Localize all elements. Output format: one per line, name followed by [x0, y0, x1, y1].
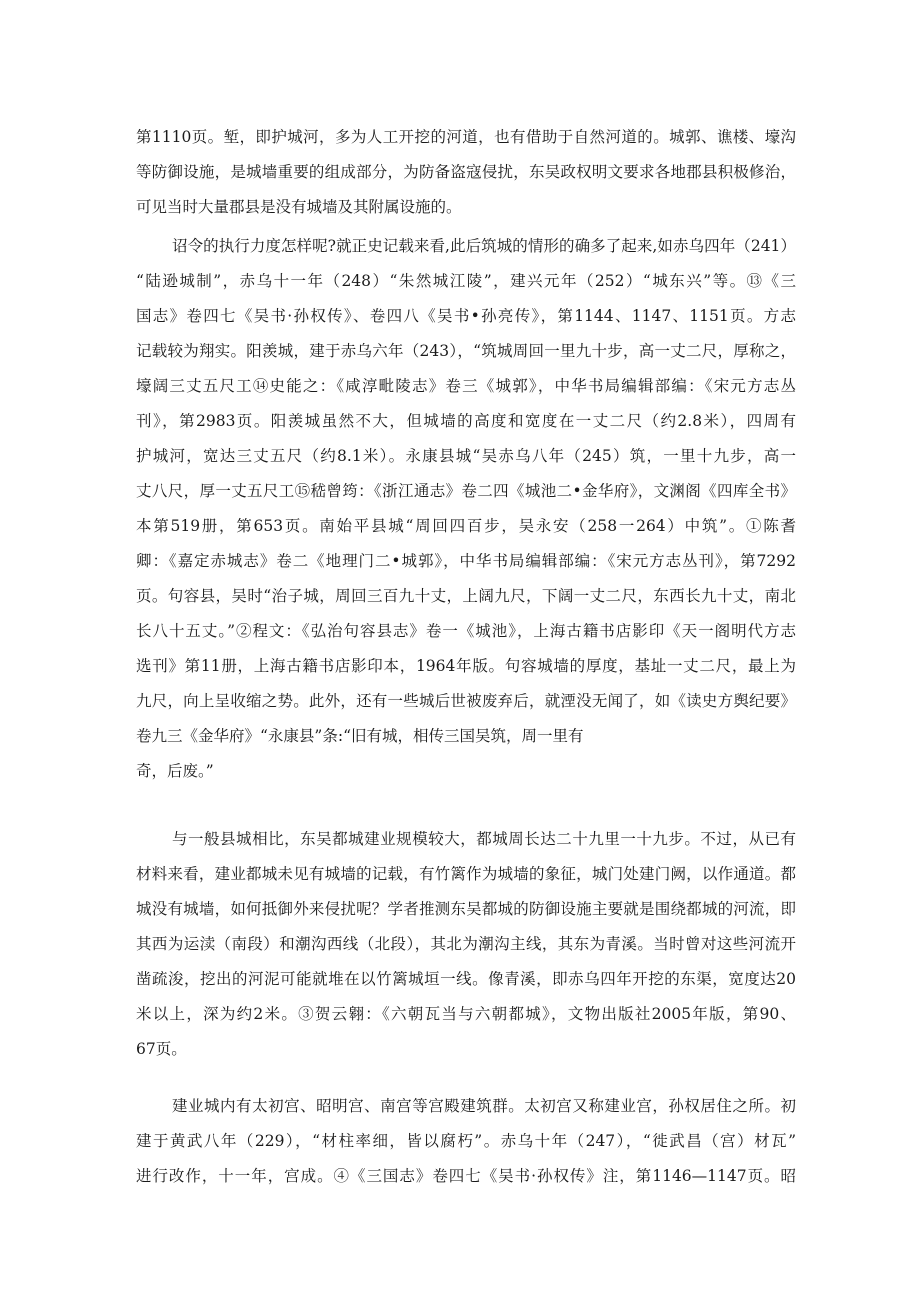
- paragraph-4: [136, 1089, 796, 1194]
- text-line: “陆逊城制”，赤乌十一年（248）“朱然城江陵”，建兴元年（252）“城东兴”等。⑬《三: [136, 272, 796, 290]
- text-line: 第1110页。堑，即护城河，多为人工开挖的河道，也有借助于自然河道的。城郭、谯楼、壕沟: [136, 128, 796, 146]
- text-line: 城没有城墙，如何抵御外来侵扰呢？学者推测东吴都城的防御设施主要就是围绕都城的河流，即: [136, 900, 796, 918]
- text-line: 卿：《嘉定赤城志》卷二《地理门二•城郭》，中华书局编辑部编：《宋元方志丛刊》，第7292: [136, 552, 796, 570]
- text-line: 其西为运渎（南段）和潮沟西线（北段），其北为潮沟主线，其东为青溪。当时曾对这些河流开: [136, 935, 796, 953]
- text-line: 凿疏浚，挖出的河泥可能就堆在以竹篱城垣一线。像青溪，即赤乌四年开挖的东渠，宽度达20: [136, 970, 796, 988]
- text-line: 国志》卷四七《吴书·孙权传》、卷四八《吴书•孙亮传》，第1144、1147、1151页。方志: [136, 307, 796, 325]
- text-line: 丈八尺，厚一丈五尺工⑮嵇曾筠：《浙江通志》卷二四《城池二•金华府》，文渊阁《四库全书》: [136, 482, 796, 500]
- text-line: 等防御设施，是城墙重要的组成部分，为防备盗寇侵扰，东吴政权明文要求各地郡县积极修治，: [136, 163, 796, 181]
- text-line: 九尺，向上呈收缩之势。此外，还有一些城后世被废弃后，就湮没无闻了，如《读史方舆纪要》: [136, 692, 796, 710]
- text-line: 刊》，第2983页。阳羡城虽然不大，但城墙的高度和宽度在一丈二尺（约2.8米），四周有: [136, 412, 796, 430]
- paragraph-2: [136, 229, 796, 789]
- text-line: 建业城内有太初宫、昭明宫、南宫等宫殿建筑群。太初宫又称建业宫，孙权居住之所。初: [172, 1097, 796, 1115]
- text-line: 卷九三《金华府》“永康县”条:“旧有城，相传三国吴筑，周一里有: [136, 727, 584, 745]
- text-line: 材料来看，建业都城未见有城墙的记载，有竹篱作为城墙的象征，城门处建门阙，以作通道。都: [136, 865, 796, 883]
- text-line: 记载较为翔实。阳羡城，建于赤乌六年（243），“筑城周回一里九十步，高一丈二尺，厚称之，: [136, 342, 796, 360]
- text-line: 可见当时大量郡县是没有城墙及其附属设施的。: [136, 198, 462, 216]
- text-line: 页。句容县，吴时“治子城，周回三百九十丈，上阔九尺，下阔一丈二尺，东西长九十丈，南北: [136, 587, 796, 605]
- text-line: 奇，后废。”: [136, 762, 214, 780]
- text-line: 长八十五丈。”②程文：《弘治句容县志》卷一《城池》，上海古籍书店影印《天一阁明代方志: [136, 622, 796, 640]
- text-line: 与一般县城相比，东吴都城建业规模较大，都城周长达二十九里一十九步。不过，从已有: [172, 830, 796, 848]
- text-line: 建于黄武八年（229），“材柱率细，皆以腐朽”。赤乌十年（247），“徙武昌（宫）材瓦”: [136, 1132, 796, 1150]
- paragraph-3: [136, 822, 796, 1067]
- text-line: 本第519册，第653页。南始平县城“周回四百步，吴永安（258一264）中筑”。①陈耆: [136, 517, 796, 535]
- text-line: 米以上，深为约2米。③贺云翱：《六朝瓦当与六朝都城》，文物出版社2005年版，第90、: [136, 1005, 796, 1023]
- text-line: 选刊》第11册，上海古籍书店影印本，1964年版。句容城墙的厚度，基址一丈二尺，最上为: [136, 657, 796, 675]
- text-line: 诏令的执行力度怎样呢?就正史记载来看,此后筑城的情形的确多了起来,如赤乌四年（241）: [172, 237, 796, 255]
- text-line: 67页。: [136, 1040, 187, 1058]
- text-line: 进行改作，十一年，宫成。④《三国志》卷四七《吴书·孙权传》注，第1146—1147页。昭: [136, 1167, 796, 1185]
- text-line: 壕阔三丈五尺工⑭史能之：《咸淳毗陵志》卷三《城郭》，中华书局编辑部编：《宋元方志丛: [136, 377, 796, 395]
- text-line: 护城河，宽达三丈五尺（约8.1米）。永康县城“吴赤乌八年（245）筑，一里十九步，高一: [136, 447, 796, 465]
- paragraph-1: [136, 120, 796, 225]
